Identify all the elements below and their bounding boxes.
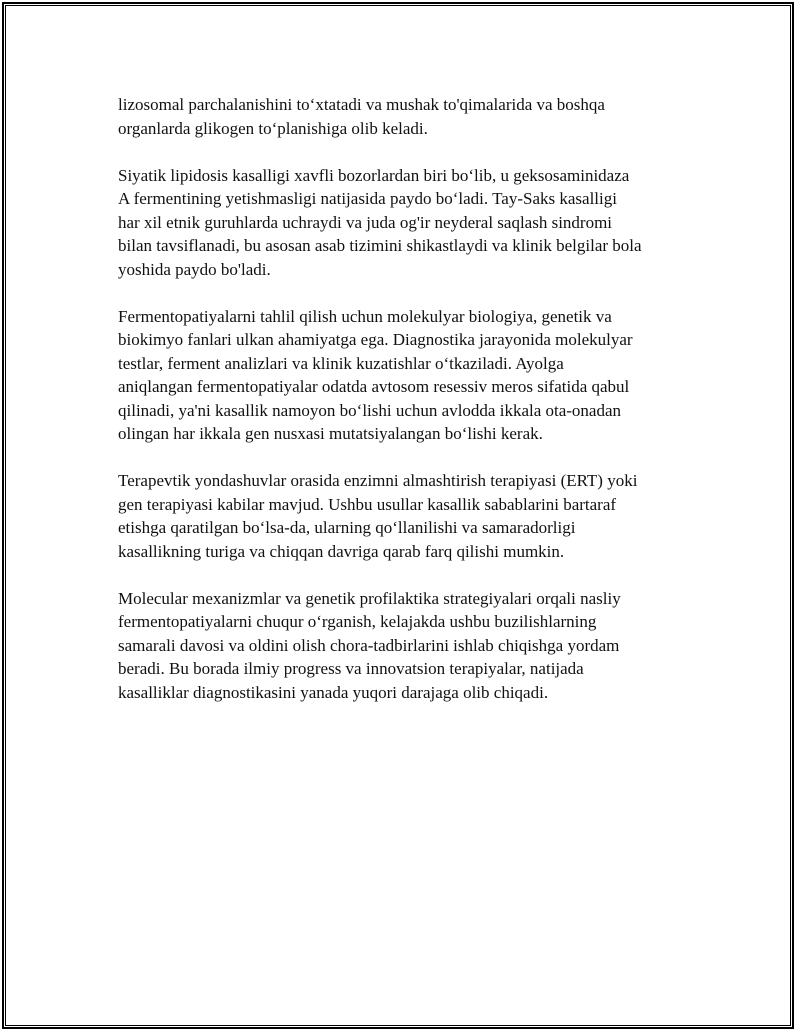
text-line: Molecular mexanizmlar va genetik profilaktika strategiyalari orqali nasliy [118,588,621,608]
text-line: fermentopatiyalarni chuqur o‘rganish, kelajakda ushbu buzilishlarning [118,612,597,631]
text-line: testlar, ferment analizlari va klinik kuzatishlar o‘tkaziladi. Ayolga [118,353,564,373]
text-line: kasalliklar diagnostikasini yanada yuqori darajaga olib chiqadi. [118,682,549,702]
text-line: kasallikning turiga va chiqqan davriga qarab farq qilishi mumkin. [118,541,565,561]
text-line: etishga qaratilgan bo‘lsa-da, ularning qo‘llanilishi va samaradorligi [118,518,576,537]
document-body [118,93,698,728]
text-line: gen terapiyasi kabilar mavjud. Ushbu usullar kasallik sabablarini bartaraf [118,494,617,514]
paragraph-5 [118,587,698,705]
paragraph-1 [118,93,698,140]
text-line: beradi. Bu borada ilmiy progress va innovatsion terapiyalar, natijada [118,659,584,678]
paragraph-2 [118,164,698,282]
paragraph-3 [118,305,698,446]
text-line: yoshida paydo bo'ladi. [118,259,271,279]
text-line: Fermentopatiyalarni tahlil qilish uchun molekulyar biologiya, genetik va [118,306,612,326]
text-line: olingan har ikkala gen nusxasi mutatsiyalangan bo‘lishi kerak. [118,424,543,443]
text-line: bilan tavsiflanadi, bu asosan asab tizimini shikastlaydi va klinik belgilar bola [118,236,642,255]
text-line: har xil etnik guruhlarda uchraydi va juda og'ir neyderal saqlash sindromi [118,212,613,232]
paragraph-4 [118,469,698,563]
text-line: Siyatik lipidosis kasalligi xavfli bozorlardan biri bo‘lib, u geksosaminidaza [118,165,630,185]
text-line: organlarda glikogen to‘planishiga olib keladi. [118,118,428,138]
text-line: biokimyo fanlari ulkan ahamiyatga ega. Diagnostika jarayonida molekulyar [118,330,633,349]
text-line: A fermentining yetishmasligi natijasida paydo bo‘ladi. Tay-Saks kasalligi [118,189,617,208]
text-line: Terapevtik yondashuvlar orasida enzimni almashtirish terapiyasi (ERT) yoki [118,471,638,490]
text-line: qilinadi, ya'ni kasallik namoyon bo‘lishi uchun avlodda ikkala ota-onadan [118,400,622,420]
text-line: aniqlangan fermentopatiyalar odatda avtosom resessiv meros sifatida qabul [118,377,630,396]
text-line: lizosomal parchalanishini to‘xtatadi va mushak to'qimalarida va boshqa [118,95,605,114]
text-line: samarali davosi va oldini olish chora-tadbirlarini ishlab chiqishga yordam [118,635,620,655]
